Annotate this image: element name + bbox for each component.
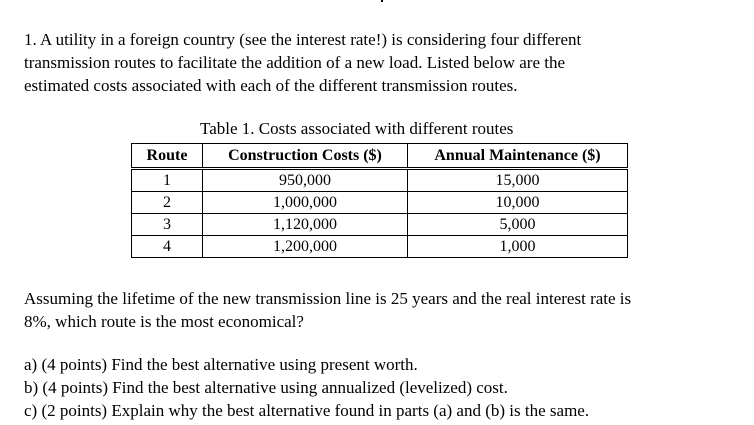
table-caption: Table 1. Costs associated with different routes — [200, 119, 514, 138]
header-annual-maintenance: Annual Maintenance ($) — [408, 144, 628, 169]
cell-construction-cost: 1,000,000 — [203, 192, 408, 214]
question — [24, 287, 631, 333]
cell-route: 3 — [132, 214, 203, 236]
table-row — [132, 214, 628, 236]
table-row — [132, 192, 628, 214]
cell-construction-cost: 950,000 — [203, 169, 408, 192]
header-construction-costs: Construction Costs ($) — [203, 144, 408, 169]
table-row — [132, 169, 628, 192]
part-c: c) (2 points) Explain why the best alternative found in parts (a) and (b) is the same. — [24, 401, 590, 420]
question-line: Assuming the lifetime of the new transmission line is 25 years and the real interest rate is — [24, 289, 632, 308]
intro-line: transmission routes to facilitate the addition of a new load. Listed below are the — [24, 53, 566, 72]
cell-annual-maintenance: 10,000 — [408, 192, 628, 214]
part-a: a) (4 points) Find the best alternative using present worth. — [24, 355, 418, 374]
header-route: Route — [132, 144, 203, 169]
intro-line: 1. A utility in a foreign country (see the interest rate!) is considering four different — [24, 30, 582, 49]
cell-annual-maintenance: 1,000 — [408, 236, 628, 258]
cell-construction-cost: 1,200,000 — [203, 236, 408, 258]
costs-table — [131, 143, 628, 258]
cell-route: 2 — [132, 192, 203, 214]
problem-intro — [24, 28, 581, 97]
table-header-row — [132, 144, 628, 169]
question-parts — [24, 353, 589, 422]
page-top-edge — [0, 0, 754, 1]
table-row — [132, 236, 628, 258]
cell-annual-maintenance: 15,000 — [408, 169, 628, 192]
page-top-mark — [381, 0, 383, 2]
part-b: b) (4 points) Find the best alternative using annualized (levelized) cost. — [24, 378, 508, 397]
cell-construction-cost: 1,120,000 — [203, 214, 408, 236]
cell-annual-maintenance: 5,000 — [408, 214, 628, 236]
intro-line: estimated costs associated with each of the different transmission routes. — [24, 76, 518, 95]
cell-route: 1 — [132, 169, 203, 192]
question-line: 8%, which route is the most economical? — [24, 312, 304, 331]
cell-route: 4 — [132, 236, 203, 258]
